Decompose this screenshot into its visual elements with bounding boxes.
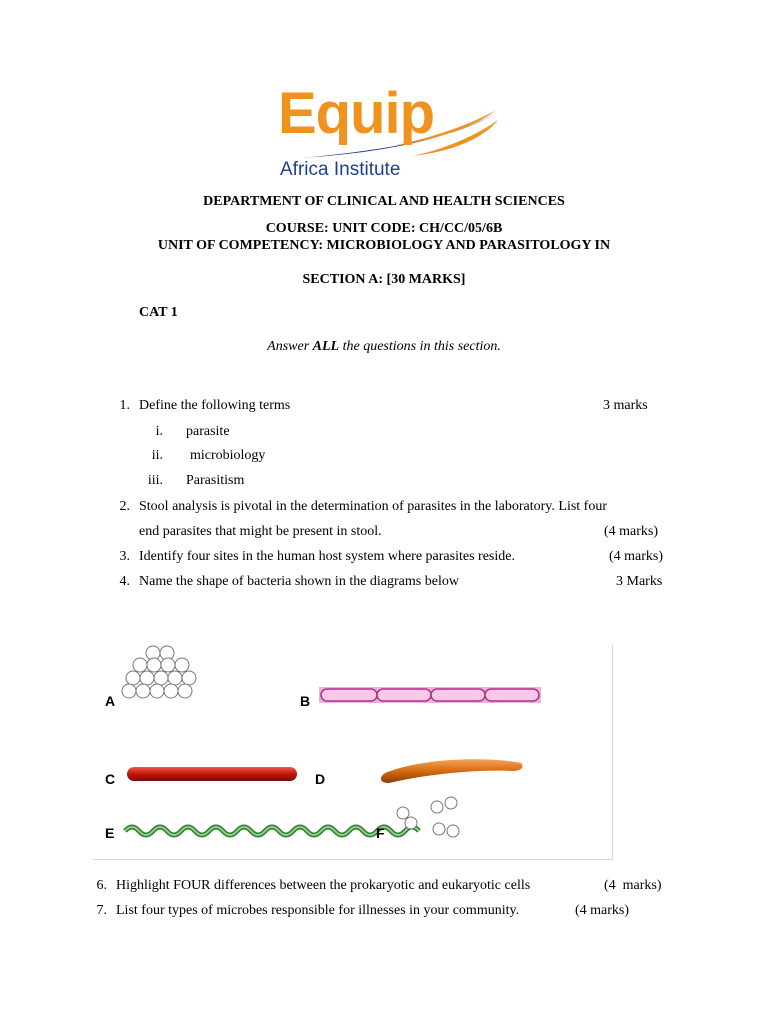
logo-wordmark: Equip xyxy=(278,81,435,146)
rod-chain-b xyxy=(319,687,541,703)
figure-label-f: F xyxy=(376,825,385,841)
question-number: 1. xyxy=(119,398,130,413)
figure-label-c: C xyxy=(105,771,116,787)
figure-label-a: A xyxy=(105,693,116,709)
subitem-text: parasite xyxy=(186,424,230,439)
subitem-numeral: iii. xyxy=(147,473,163,488)
question-text: List four types of microbes responsible for illnesses in your community. xyxy=(116,903,520,918)
logo-subtitle: Africa Institute xyxy=(280,159,401,180)
figure-label-d: D xyxy=(315,771,326,787)
question-marks: (4 marks) xyxy=(604,878,662,893)
question-text-line2: end parasites that might be present in stool. xyxy=(139,524,382,539)
question-marks: (4 marks) xyxy=(604,524,659,539)
instructions-emphasis: ALL xyxy=(312,339,340,354)
cocci-cluster-a xyxy=(122,646,196,698)
subitem-text: microbiology xyxy=(190,448,266,463)
instructions xyxy=(0,339,768,355)
red-bacillus-c xyxy=(127,767,297,781)
question-marks: (4 marks) xyxy=(575,903,630,918)
question-marks: 3 marks xyxy=(603,398,648,413)
question-number: 3. xyxy=(119,549,130,564)
figure-label-b: B xyxy=(300,693,311,709)
question-text: Highlight FOUR differences between the prokaryotic and eukaryotic cells xyxy=(116,878,531,893)
orange-curved-rod-d xyxy=(381,759,523,783)
instructions-post: the questions in this section. xyxy=(339,339,501,354)
subitem-numeral: ii. xyxy=(151,448,163,463)
figure-label-e: E xyxy=(105,825,115,841)
question-text: Define the following terms xyxy=(139,398,291,413)
question-number: 7. xyxy=(96,903,107,918)
subitem-numeral: i. xyxy=(155,424,163,439)
course-code: COURSE: UNIT CODE: CH/CC/05/6B xyxy=(265,221,503,236)
question-marks: (4 marks) xyxy=(609,549,664,564)
cat-label: CAT 1 xyxy=(139,305,178,320)
question-number: 6. xyxy=(96,878,107,893)
section-heading: SECTION A: [30 MARKS] xyxy=(302,272,466,287)
bacteria-shapes-figure xyxy=(93,645,613,860)
department-heading: DEPARTMENT OF CLINICAL AND HEALTH SCIENCES xyxy=(203,194,565,209)
question-text: Stool analysis is pivotal in the determination of parasites in the laboratory. List four xyxy=(139,499,607,514)
institute-logo xyxy=(272,81,502,184)
question-text: Name the shape of bacteria shown in the diagrams below xyxy=(139,574,459,589)
question-1 xyxy=(0,398,768,418)
question-marks: 3 Marks xyxy=(616,574,663,589)
instructions-pre: Answer xyxy=(267,339,310,354)
question-text: Identify four sites in the human host system where parasites reside. xyxy=(139,549,515,564)
unit-of-competency: UNIT OF COMPETENCY: MICROBIOLOGY AND PARASITOLOGY IN xyxy=(157,238,611,253)
bacteria-drawings xyxy=(93,645,612,859)
subitem-text: Parasitism xyxy=(186,473,245,488)
question-number: 4. xyxy=(119,574,130,589)
question-number: 2. xyxy=(119,499,130,514)
